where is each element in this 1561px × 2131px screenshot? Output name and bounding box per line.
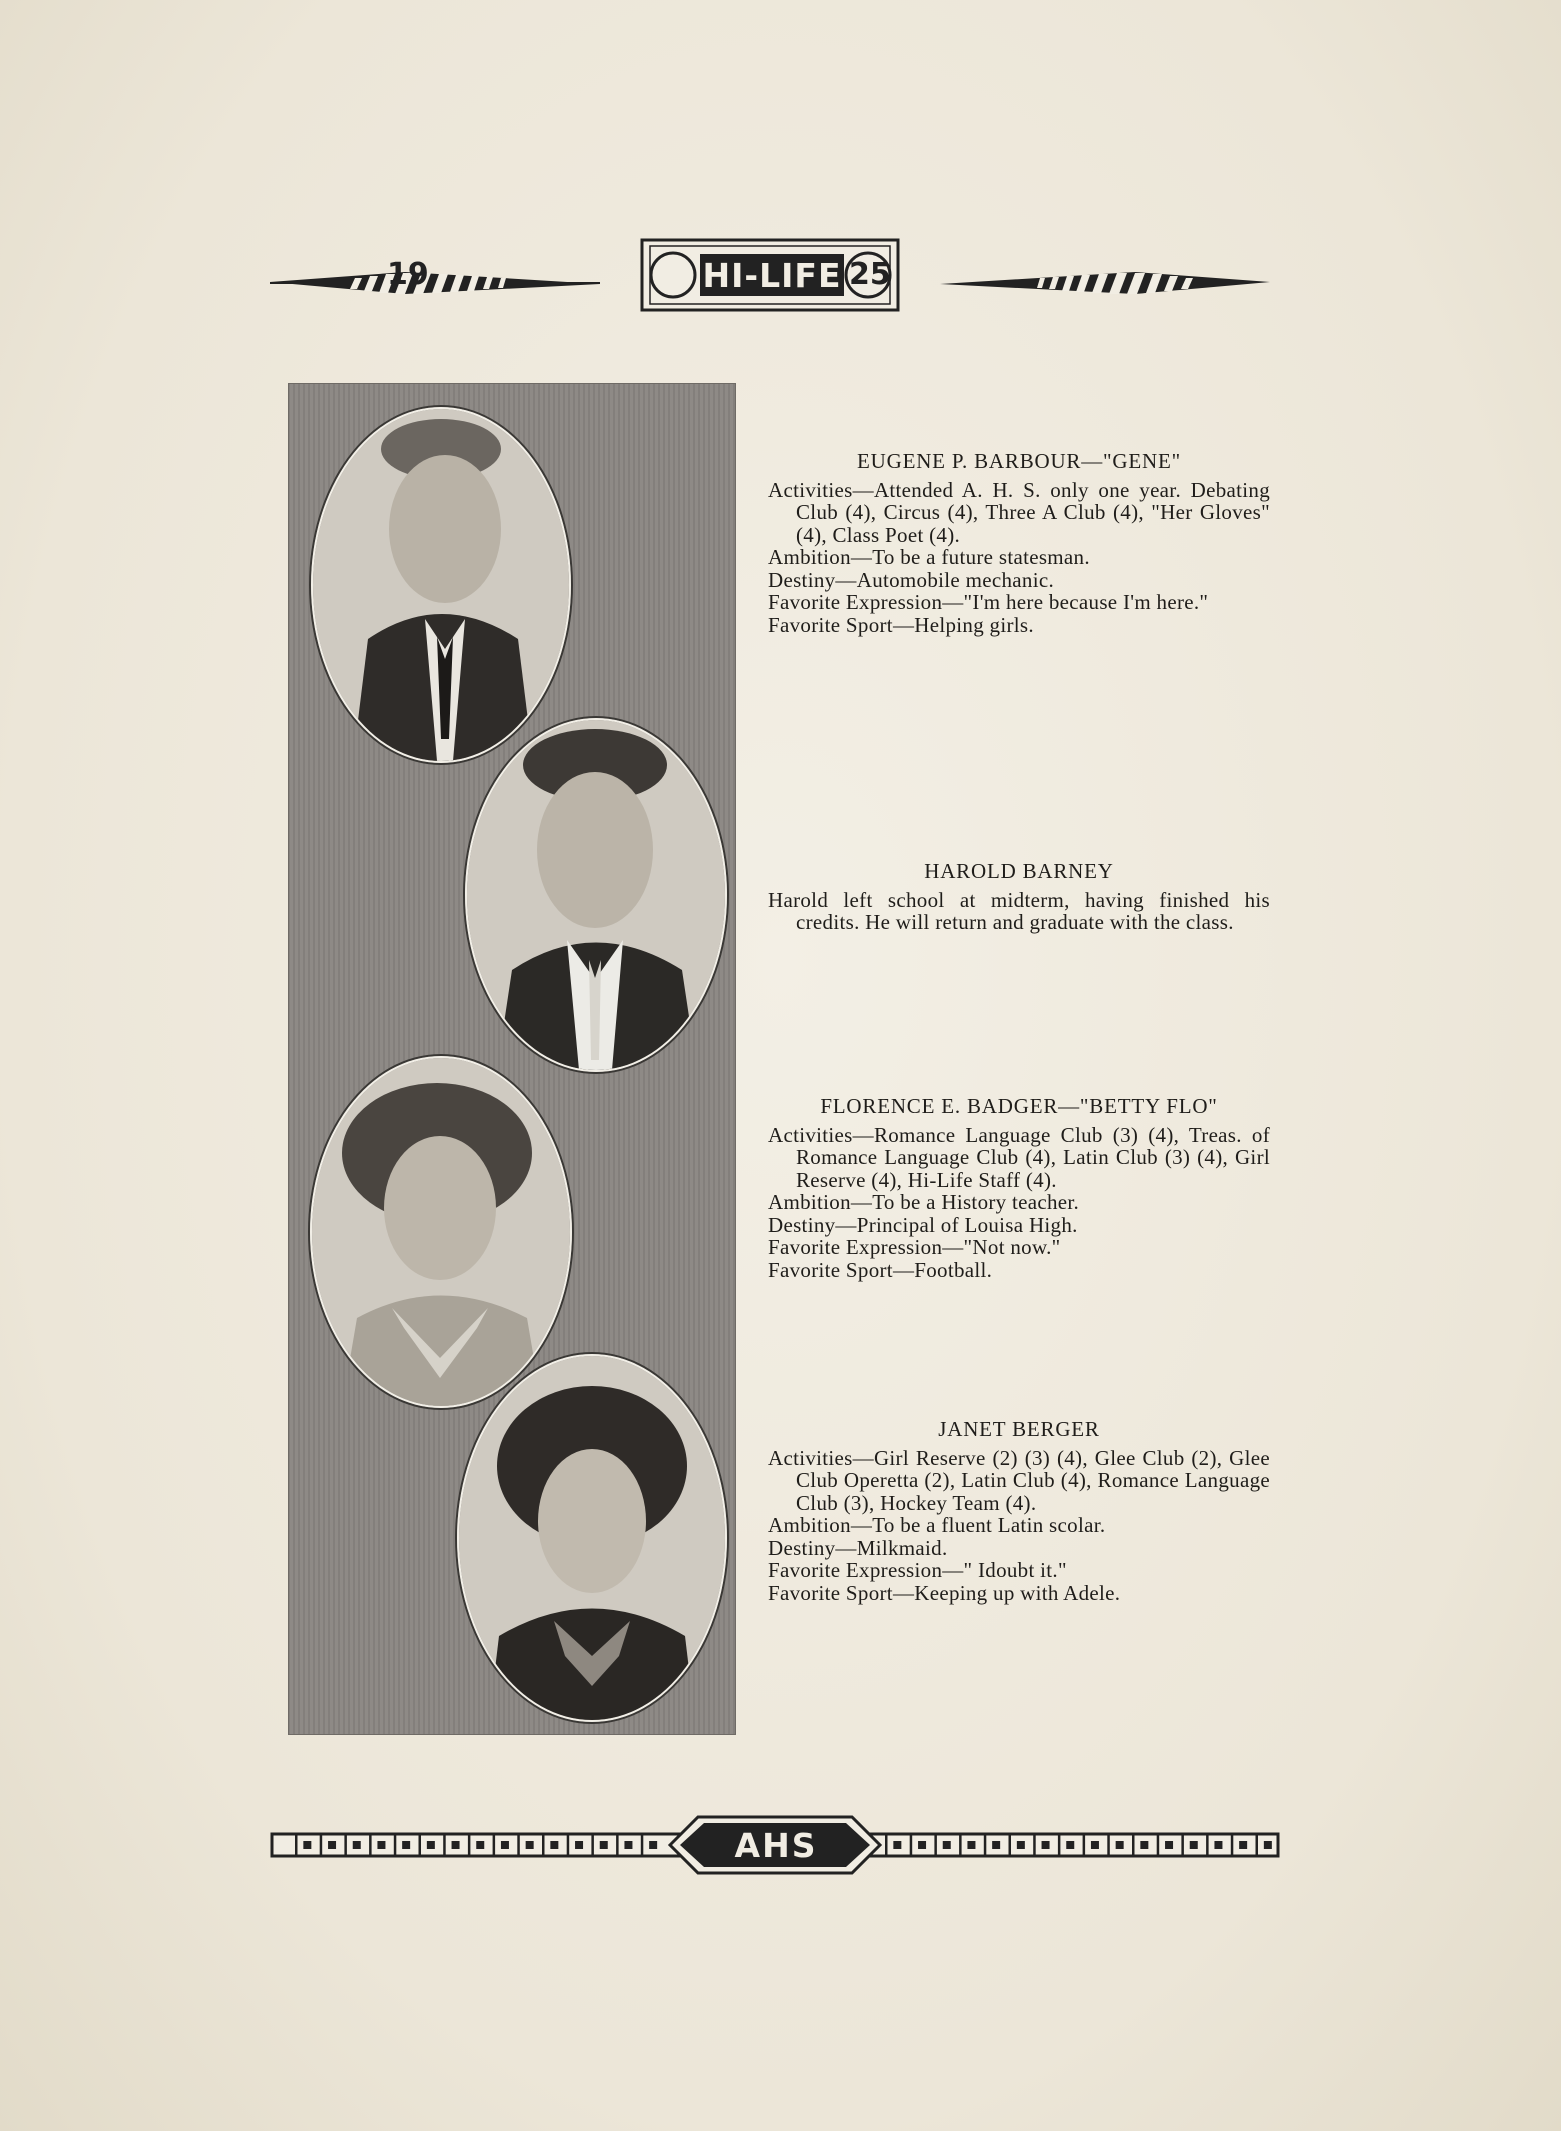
entry-destiny: Destiny—Automobile mechanic. bbox=[768, 567, 1055, 592]
entry-favorite-sport: Favorite Sport—Keeping up with Adele. bbox=[768, 1580, 1121, 1605]
entry-janet-berger bbox=[768, 1418, 1270, 1604]
entry-favorite-expression: Favorite Expression—"Not now." bbox=[768, 1235, 1061, 1259]
hi-life-header-banner bbox=[270, 232, 1270, 318]
ahs-footer-banner bbox=[270, 1813, 1280, 1877]
entry-name: EUGENE P. BARBOUR—"GENE" bbox=[857, 449, 1181, 473]
entry-destiny: Destiny—Milkmaid. bbox=[768, 1535, 948, 1560]
entry-activities: Activities—Girl Reserve (2) (3) (4), Glee Club (2), Glee Club Operetta (2), Latin Club (4), Romance Language Club (3), Hockey Team (4). bbox=[768, 1445, 1270, 1515]
portrait-harold-barney bbox=[465, 718, 727, 1072]
entry-favorite-sport: Favorite Sport—Helping girls. bbox=[768, 612, 1034, 637]
entry-destiny: Destiny—Principal of Louisa High. bbox=[768, 1212, 1078, 1237]
entry-florence-badger bbox=[768, 1095, 1270, 1281]
entry-favorite-expression: Favorite Expression—"I'm here because I'm here." bbox=[768, 590, 1209, 614]
entry-name: HAROLD BARNEY bbox=[924, 859, 1114, 883]
portrait-florence-badger bbox=[310, 1056, 572, 1408]
entry-name: JANET BERGER bbox=[938, 1417, 1100, 1441]
header-title: HI-LIFE bbox=[702, 256, 842, 295]
entry-favorite-sport: Favorite Sport—Football. bbox=[768, 1257, 993, 1282]
entry-name: FLORENCE E. BADGER—"BETTY FLO" bbox=[820, 1094, 1218, 1118]
entry-harold-barney bbox=[768, 860, 1270, 934]
entry-favorite-expression: Favorite Expression—" Idoubt it." bbox=[768, 1558, 1067, 1582]
portrait-eugene-barbour bbox=[311, 407, 571, 763]
entry-ambition: Ambition—To be a History teacher. bbox=[768, 1190, 1080, 1214]
entry-note: Harold left school at midterm, having finished his credits. He will return and graduate with the class. bbox=[768, 887, 1270, 934]
entry-ambition: Ambition—To be a fluent Latin scolar. bbox=[768, 1513, 1106, 1537]
entry-activities: Activities—Romance Language Club (3) (4), Treas. of Romance Language Club (4), Latin Club (3) (4), Girl Reserve (4), Hi-Life Staff (4). bbox=[768, 1122, 1270, 1192]
entry-ambition: Ambition—To be a future statesman. bbox=[768, 545, 1090, 569]
portrait-panel bbox=[288, 383, 736, 1735]
entry-activities: Activities—Attended A. H. S. only one year. Debating Club (4), Circus (4), Three A Club (4), "Her Gloves" (4), Class Poet (4). bbox=[768, 477, 1270, 547]
header-year-left: 19 bbox=[387, 257, 429, 292]
entry-eugene-barbour bbox=[768, 450, 1270, 636]
portrait-janet-berger bbox=[457, 1354, 727, 1722]
header-year-right: 25 bbox=[849, 257, 891, 292]
footer-emblem-text: AHS bbox=[734, 1826, 818, 1865]
